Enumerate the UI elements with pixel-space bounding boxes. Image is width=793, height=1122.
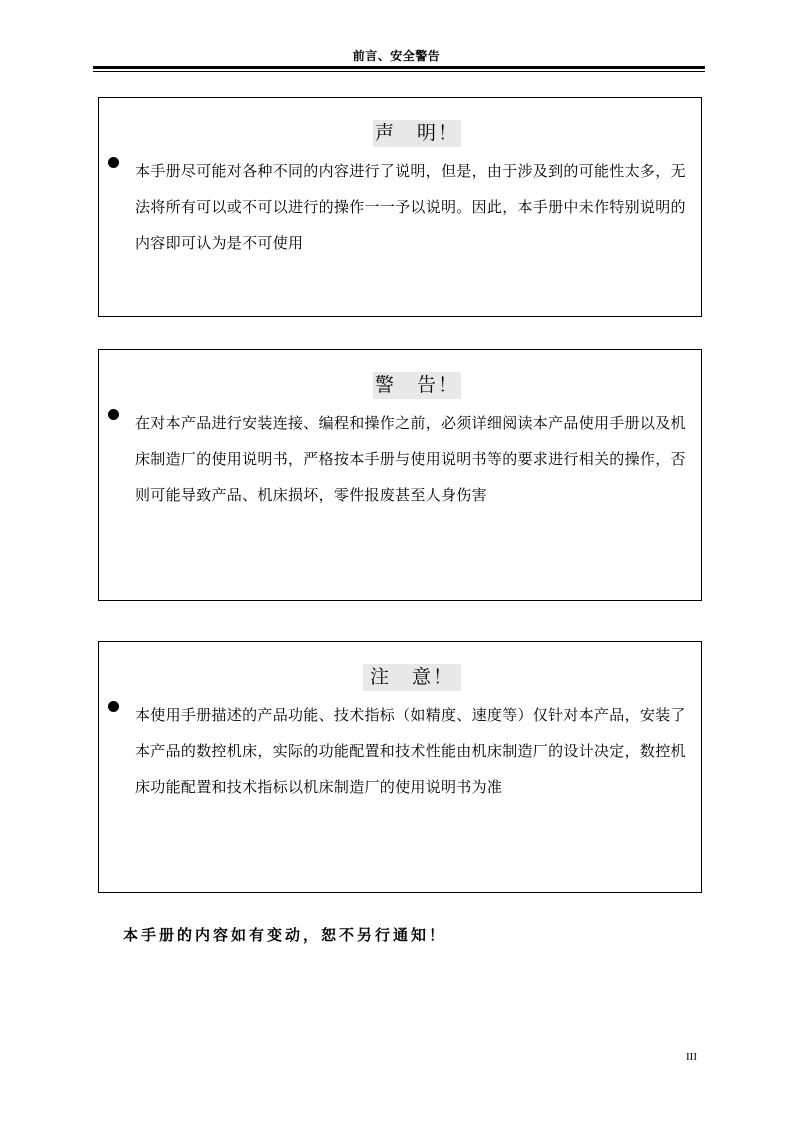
warning-text: 在对本产品进行安装连接、编程和操作之前，必须详细阅读本产品使用手册以及机床制造厂的使用说明书，严格按本手册与使用说明书等的要求进行相关的操作，否则可能导致产品、机床损坏，零件报废甚至人身伤害 [135,414,686,504]
bullet-icon [108,701,119,712]
warning-heading: 警 告！ [373,372,461,399]
bullet-icon [108,409,119,420]
caution-heading: 注 意！ [363,664,461,691]
header-title: 前言、安全警告 [352,49,441,63]
caution-box [98,641,702,893]
bullet-icon [108,157,119,168]
change-notice: 本手册的内容如有变动，恕不另行通知！ [123,926,448,944]
caution-text: 本使用手册描述的产品功能、技术指标（如精度、速度等）仅针对本产品，安装了本产品的数控机床，实际的功能配置和技术性能由机床制造厂的设计决定，数控机床功能配置和技术指标以机床制造厂的使用说明书为准 [135,706,686,796]
statement-box [98,97,702,317]
warning-box [98,349,702,601]
statement-heading: 声 明！ [373,120,461,147]
header-rule-thick [93,66,705,69]
page-number: III [686,1051,697,1063]
header-rule-thin [93,71,705,72]
statement-text: 本手册尽可能对各种不同的内容进行了说明，但是，由于涉及到的可能性太多，无法将所有可以或不可以进行的操作一一予以说明。因此，本手册中未作特别说明的内容即可认为是不可使用 [135,162,686,252]
